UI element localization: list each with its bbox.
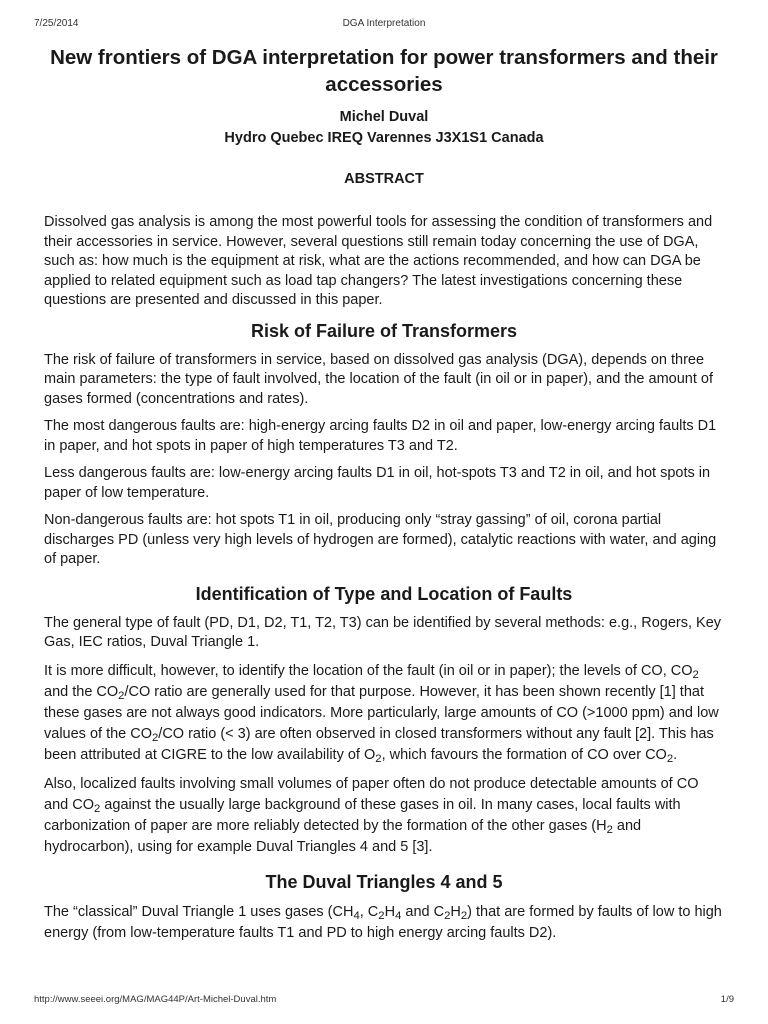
paragraph: The most dangerous faults are: high-energy arcing faults D2 in oil and paper, low-energy arcing faults D1 in paper, and hot spots in paper of high temperatures T3 and T2.: [44, 418, 717, 454]
abstract-text: Dissolved gas analysis is among the most powerful tools for assessing the condition of transformers and their accessories in service. However, several questions still remain today concerning the use of DGA, such as: how much is the equipment at risk, what are the actions recommended, and how can DGA be applied to related equipment such as load tap changers? The latest investigations concerning these questions are presented and discussed in this paper.: [44, 214, 713, 308]
print-footer: [34, 994, 734, 1006]
paragraph: The “classical” Duval Triangle 1 uses gases ($CH_4$, $C_2H_4$ and $C_2H_2$) that are formed by faults of low to high energy (from low-temperature faults T1 and PD to high energy arcing faults D2).: [44, 903, 722, 941]
paragraph: Also, localized faults involving small volumes of paper often do not produce detectable amounts of CO and $CO_2$ against the usually large background of these gases in oil. In many cases, local faults with carbonization of paper are more reliably detected by the formation of the other gases ($H_2$ and hydrocarbon), using for example Duval Triangles 4 and 5 [3].: [44, 775, 699, 855]
paper-title: New frontiers of DGA interpretation for power transformers and their accessories: [50, 46, 718, 96]
paragraph: The risk of failure of transformers in service, based on dissolved gas analysis (DGA), depends on three main parameters: the type of fault involved, the location of the fault (in oil or in paper), and the amount of gases formed (concentrations and rates).: [44, 351, 713, 407]
document-body: [44, 44, 724, 944]
paragraph: Less dangerous faults are: low-energy arcing faults D1 in oil, hot-spots T3 and T2 in oil, and hot spots in paper of low temperature.: [44, 465, 711, 501]
section-heading-risk: Risk of Failure of Transformers: [250, 320, 518, 341]
print-doc-title: DGA Interpretation: [342, 18, 426, 29]
print-date: 7/25/2014: [34, 18, 79, 29]
section-heading-identification: Identification of Type and Location of Faults: [195, 583, 573, 604]
paragraph: Non-dangerous faults are: hot spots T1 in oil, producing only “stray gassing” of oil, corona partial discharges PD (unless very high levels of hydrogen are formed), catalytic reactions with water, and aging of paper.: [44, 512, 717, 567]
paragraph: It is more difficult, however, to identify the location of the fault (in oil or in paper); the levels of CO, $CO_2$ and the $CO_2/CO$ ratio are generally used for that purpose. However, it has been shown recently [1] that these gases are not always good indicators. More particularly, large amounts of CO (>1000 ppm) and low values of the $CO_2/CO$ ratio (< 3) are often observed in closed transformers without any fault [2]. This has been attributed at CIGRE to the low availability of $O_2$, which favours the formation of CO over $CO_2$.: [44, 662, 719, 765]
abstract-heading: ABSTRACT: [344, 171, 424, 187]
author-affiliation: Hydro Quebec IREQ Varennes J3X1S1 Canada: [224, 130, 544, 146]
paragraph: The general type of fault (PD, D1, D2, T1, T2, T3) can be identified by several methods: e.g., Rogers, Key Gas, IEC ratios, Duval Triangle 1.: [44, 614, 722, 650]
print-header: [34, 18, 734, 32]
author-name: Michel Duval: [339, 109, 429, 125]
section-heading-triangles: The Duval Triangles 4 and 5: [265, 871, 503, 892]
page-number: 1/9: [720, 994, 734, 1005]
source-url: http://www.seeei.org/MAG/MAG44P/Art-Michel-Duval.htm: [34, 994, 277, 1005]
